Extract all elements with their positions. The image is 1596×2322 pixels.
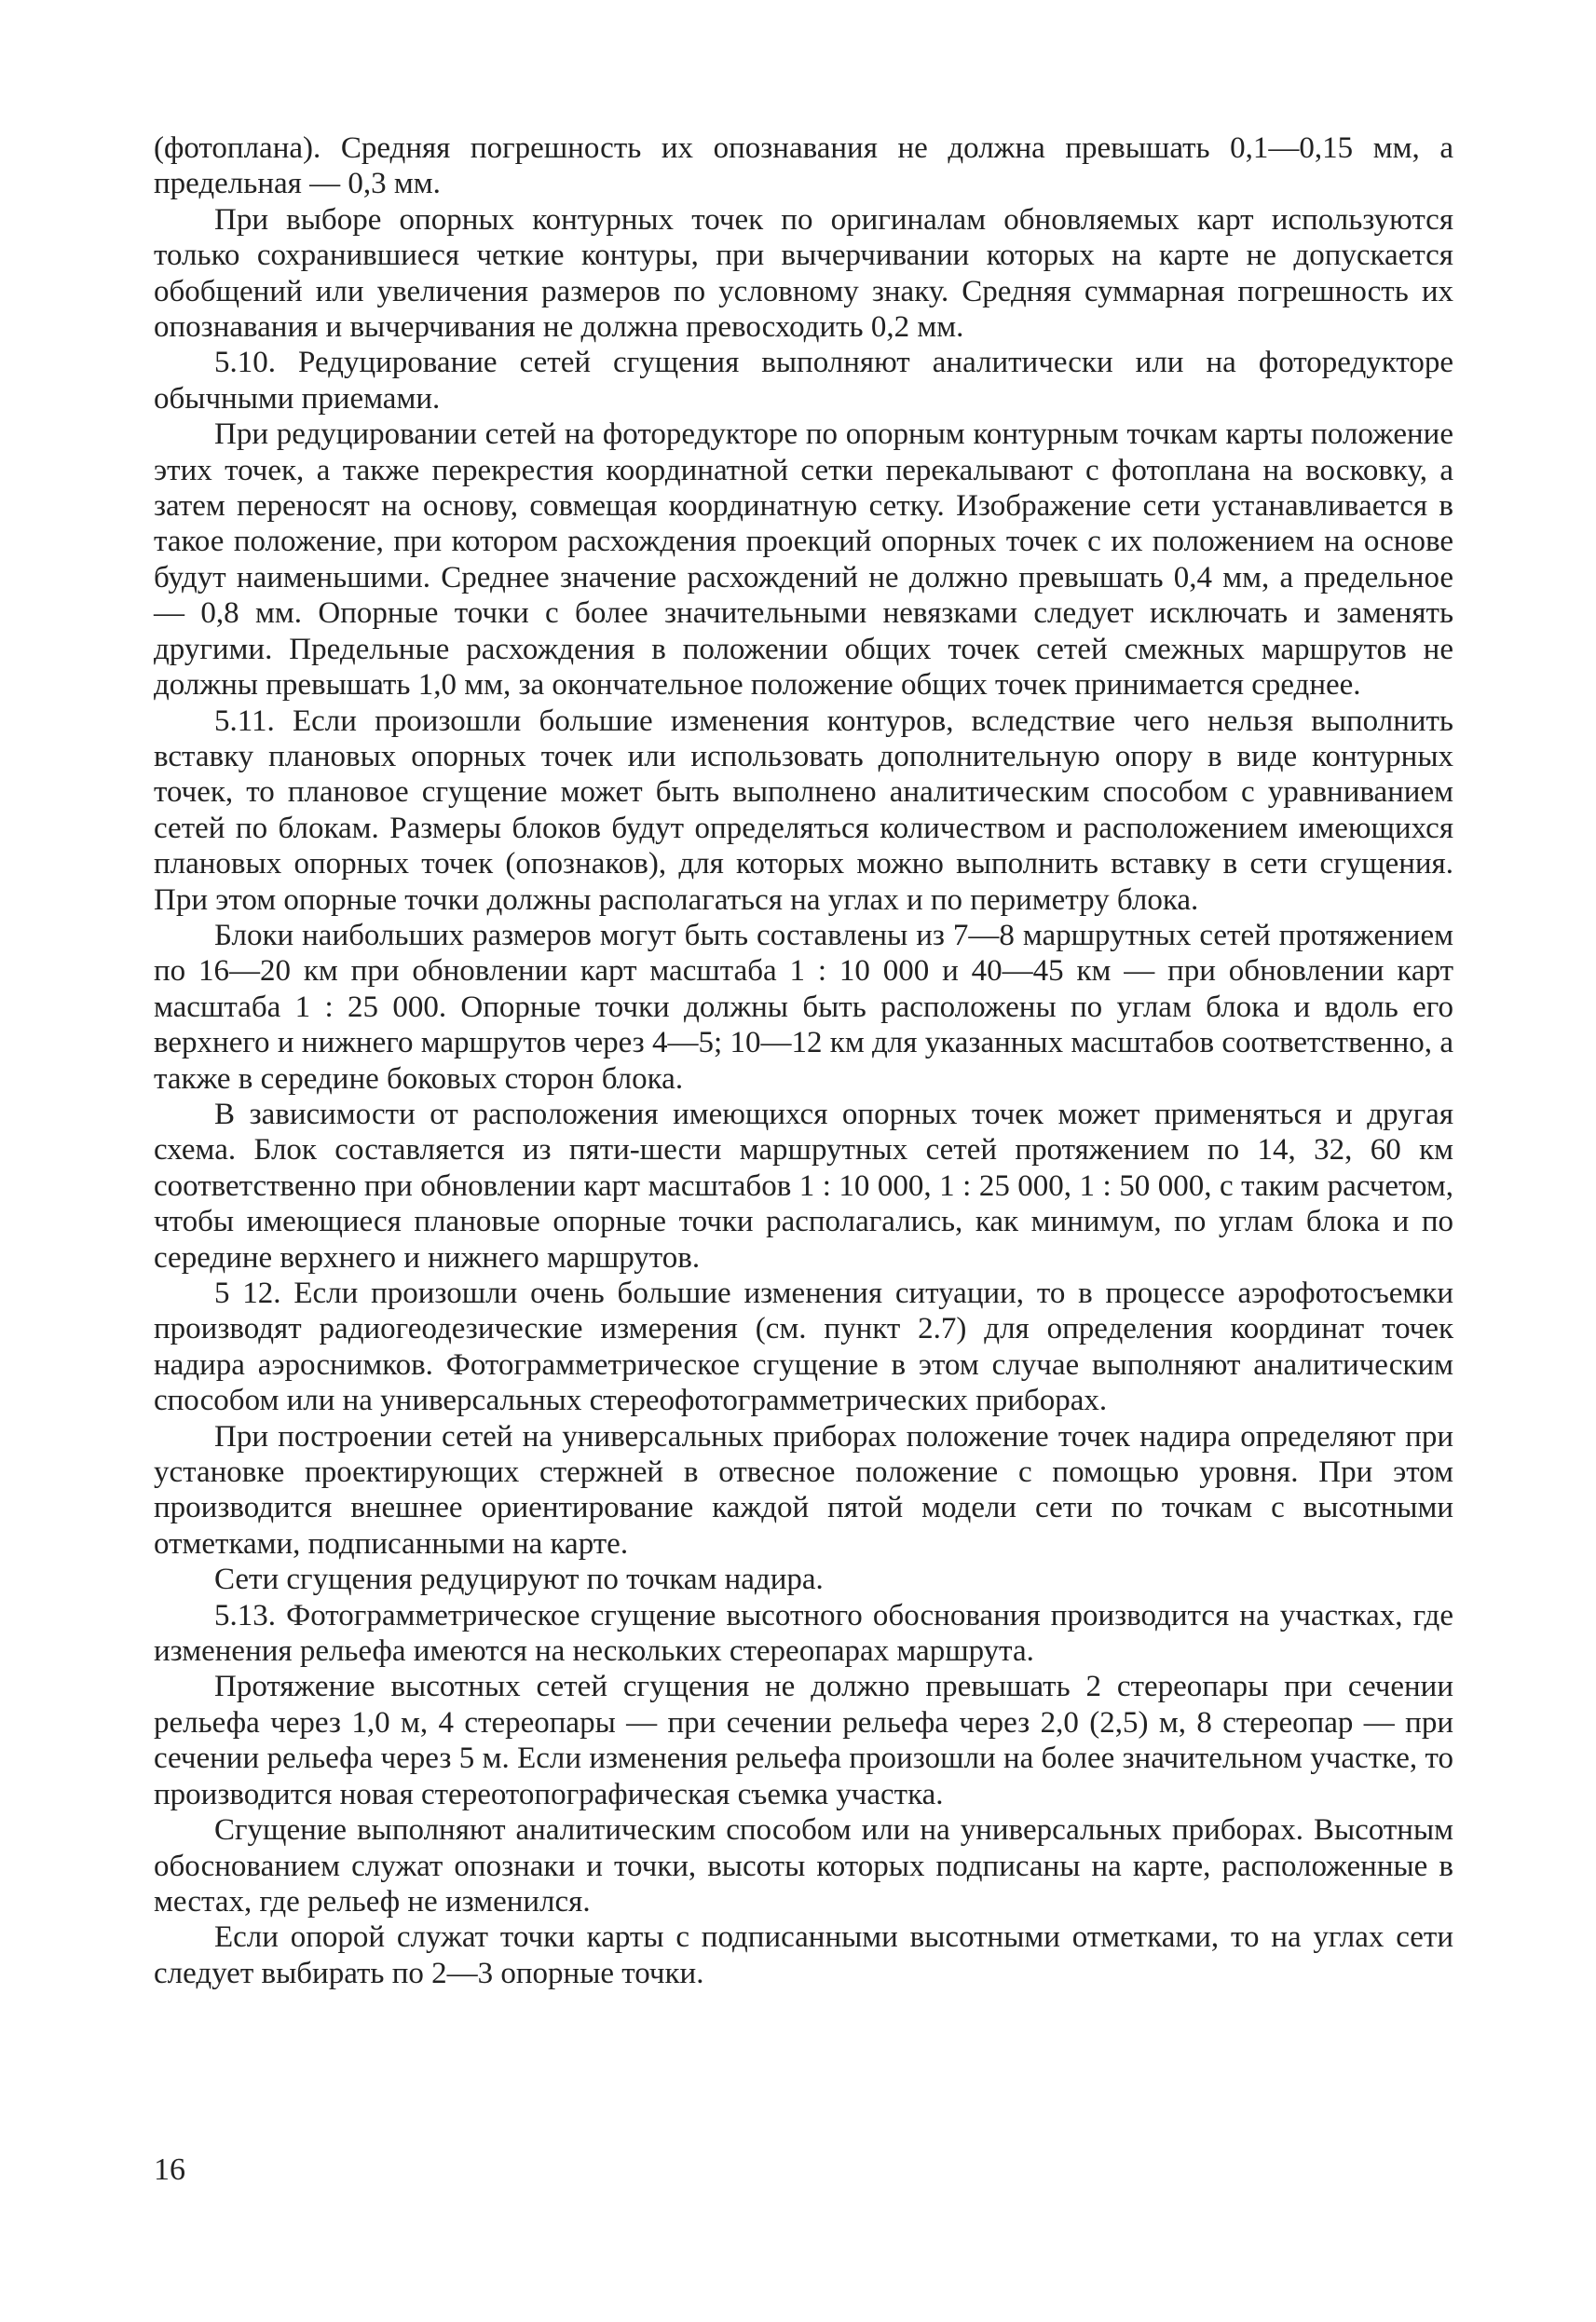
page-number: 16 [154,2152,185,2187]
paragraph-5: 5.11. Если произошли большие изменения контуров, вследствие чего нельзя выполнить вставку плановых опорных точек или использовать дополнительную опору в виде контурных точек, то плановое сгущение может быть выполнено аналитическим способом с уравниванием сетей по блокам. Размеры блоков будут определяться количеством и расположением имеющихся плановых опорных точек (опознаков), для которых можно выполнить вставку в сети сгущения. При этом опорные точки должны располагаться на углах и по периметру блока. [154,703,1453,917]
paragraph-10: Сети сгущения редуцируют по точкам надира. [214,1563,824,1597]
paragraph-11: 5.13. Фотограмметрическое сгущение высотного обоснования производится на участках, где изменения рельефа имеются на нескольких стереопарах маршрута. [154,1598,1453,1669]
paragraph-3: 5.10. Редуцирование сетей сгущения выполняют аналитически или на фоторедукторе обычными приемами. [154,346,1453,416]
paragraph-12: Протяжение высотных сетей сгущения не должно превышать 2 стереопары при сечении рельефа через 1,0 м, 4 стереопары — при сечении рельефа через 2,0 (2,5) м, 8 стереопар — при сечении рельефа через 5 м. Если изменения рельефа произошли на более значительном участке, то производится новая стереотопографическая съемка участка. [154,1670,1453,1811]
paragraph-7: В зависимости от расположения имеющихся опорных точек может применяться и другая схема. Блок составляется из пяти-шести маршрутных сетей протяжением по 14, 32, 60 км соответственно при обновлении карт масштабов 1 : 10 000, 1 : 25 000, 1 : 50 000, с таким расчетом, чтобы имеющиеся плановые опорные точки располагались, как минимум, по углам блока и по середине верхнего и нижнего маршрутов. [154,1097,1453,1275]
document-body [154,130,1453,1991]
paragraph-9: При построении сетей на универсальных приборах положение точек надира определяют при установке проектирующих стержней в отвесное положение с помощью уровня. При этом производится внешнее ориентирование каждой пятой модели сети по точкам с высотными отметками, подписанными на карте. [154,1419,1453,1561]
paragraph-4: При редуцировании сетей на фоторедукторе по опорным контурным точкам карты положение этих точек, а также перекрестия координатной сетки перекалывают с фотоплана на восковку, а затем переносят на основу, совмещая координатную сетку. Изображение сети устанавливается в такое положение, при котором расхождения проекций опорных точек с их положением на основе будут наименьшими. Среднее значение расхождений не должно превышать 0,4 мм, а предельное — 0,8 мм. Опорные точки с более значительными невязками следует исключать и заменять другими. Предельные расхождения в положении общих точек сетей смежных маршрутов не должны превышать 1,0 мм, за окончательное положение общих точек принимается среднее. [154,417,1453,703]
paragraph-1: (фотоплана). Средняя погрешность их опознавания не должна превышать 0,1—0,15 мм, а предельная — 0,3 мм. [154,131,1453,201]
paragraph-6: Блоки наибольших размеров могут быть составлены из 7—8 маршрутных сетей протяжением по 16—20 км при обновлении карт масштаба 1 : 10 000 и 40—45 км — при обновлении карт масштаба 1 : 25 000. Опорные точки должны быть расположены по углам блока и вдоль его верхнего и нижнего маршрутов через 4—5; 10—12 км для указанных масштабов соответственно, а также в середине боковых сторон блока. [154,918,1453,1096]
paragraph-14: Если опорой служат точки карты с подписанными высотными отметками, то на углах сети следует выбирать по 2—3 опорные точки. [154,1920,1453,1990]
paragraph-2: При выборе опорных контурных точек по оригиналам обновляемых карт используются только сохранившиеся четкие контуры, при вычерчивании которых на карте не допускается обобщений или увеличения размеров по условному знаку. Средняя суммарная погрешность их опознавания и вычерчивания не должна превосходить 0,2 мм. [154,202,1453,345]
paragraph-8: 5 12. Если произошли очень большие изменения ситуации, то в процессе аэрофотосъемки производят радиогеодезические измерения (см. пункт 2.7) для определения координат точек надира аэроснимков. Фотограмметрическое сгущение в этом случае выполняют аналитическим способом или на универсальных стереофотограмметрических приборах. [154,1277,1453,1418]
paragraph-13: Сгущение выполняют аналитическим способом или на универсальных приборах. Высотным обоснованием служат опознаки и точки, высоты которых подписаны на карте, расположенные в местах, где рельеф не изменился. [154,1813,1453,1919]
